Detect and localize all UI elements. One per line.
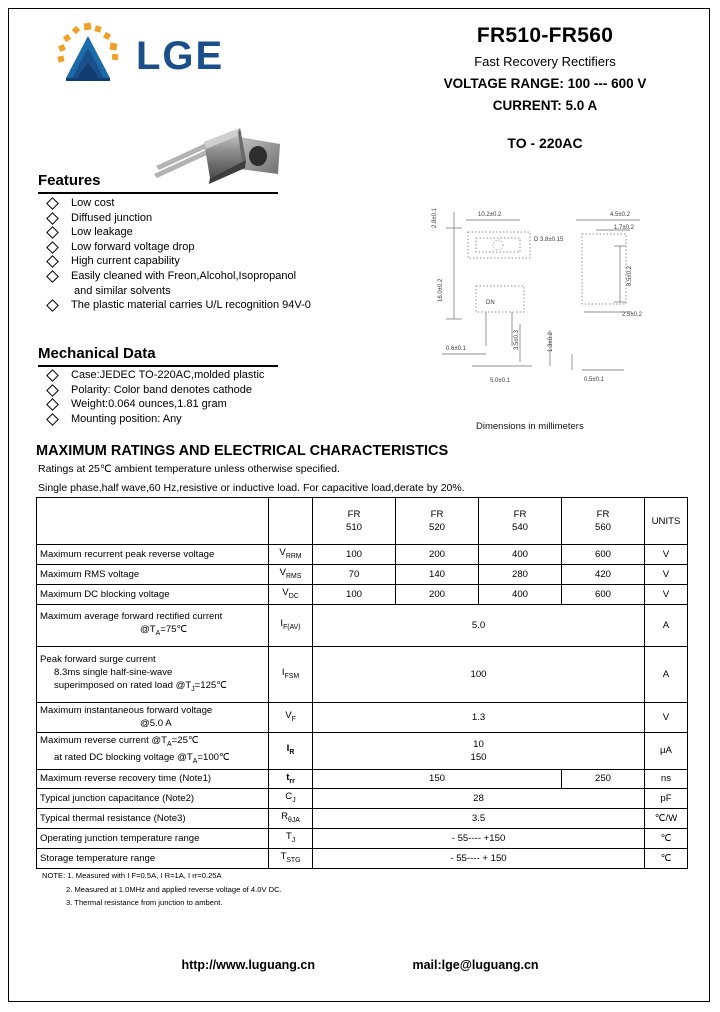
diamond-bullet-icon — [46, 212, 59, 225]
row-symbol: $I_{F(AV)}$ — [269, 604, 313, 646]
table-row — [37, 849, 688, 869]
header-blank-param — [37, 498, 269, 545]
package-dimension-drawing — [424, 194, 694, 409]
note-3: 3. Thermal resistance from junction to ambent. — [66, 898, 223, 907]
row-symbol: $I_R$ — [269, 732, 313, 769]
list-item — [38, 412, 264, 427]
row-unit: μA — [645, 732, 688, 769]
diamond-bullet-icon — [46, 398, 59, 411]
header-units: UNITS — [645, 498, 688, 545]
list-item — [38, 196, 311, 211]
ratings-heading: MAXIMUM RATINGS AND ELECTRICAL CHARACTERISTICS — [36, 443, 449, 459]
ratings-note-line-1: Ratings at 25℃ ambient temperature unless otherwise specified. — [38, 463, 340, 475]
row-param: Maximum DC blocking voltage — [37, 584, 269, 604]
mechanical-heading — [38, 345, 156, 364]
feature-text: Low cost — [71, 197, 115, 209]
dim-label: 1.3±0.2 — [548, 332, 554, 352]
row-param: Storage temperature range — [37, 849, 269, 869]
features-heading — [38, 172, 101, 191]
header-blank-symbol — [269, 498, 313, 545]
list-item — [38, 254, 311, 269]
row-value-bottom: 150 — [470, 751, 487, 763]
row-merged-value: 5.0 — [313, 604, 645, 646]
mechanical-list — [38, 368, 264, 426]
header-device-fr510: FR 510 — [313, 498, 396, 545]
row-param: Typical junction capacitance (Note2) — [37, 789, 269, 809]
row-merged-value: - 55---- + 150 — [313, 849, 645, 869]
row-split-value: 250 — [562, 769, 645, 789]
note-1: NOTE: 1. Measured with I F=0.5A, I R=1A, I rr=0.25A — [42, 871, 222, 880]
table-row — [37, 604, 688, 646]
row-value: 70 — [313, 564, 396, 584]
row-param: Peak forward surge current 8.3ms single half-sine-wave superimposed on rated load $@T_J=125℃$ — [37, 646, 269, 702]
row-unit: V — [645, 702, 688, 732]
mechanical-heading-text: Mechanical Data — [38, 345, 156, 362]
dim-label: 2.8±0.1 — [432, 208, 438, 228]
header-device-fr540: FR 540 — [479, 498, 562, 545]
row-unit: ℃/W — [645, 809, 688, 829]
website-link[interactable]: http://www.luguang.cn — [181, 958, 315, 972]
brand-name: LGE — [136, 34, 225, 78]
table-row — [37, 732, 688, 769]
table-row — [37, 809, 688, 829]
list-item — [38, 269, 311, 284]
row-symbol: $t_{rr}$ — [269, 769, 313, 789]
dim-label: 1.7±0.2 — [614, 225, 634, 231]
row-param: Maximum recurrent peak reverse voltage — [37, 545, 269, 565]
row-merged-value: 1.3 — [313, 702, 645, 732]
row-param: Maximum reverse current $@T_A=25℃$ at rated DC blocking voltage $@T_A=100℃$ — [37, 732, 269, 769]
table-row — [37, 564, 688, 584]
list-item — [38, 298, 311, 313]
row-unit: pF — [645, 789, 688, 809]
diamond-bullet-icon — [46, 241, 59, 254]
table-row — [37, 789, 688, 809]
row-param: Operating junction temperature range — [37, 829, 269, 849]
list-item — [38, 225, 311, 240]
row-split-value: 150 — [313, 769, 562, 789]
diamond-bullet-icon — [46, 256, 59, 269]
list-item-continuation — [38, 284, 311, 299]
table-row — [37, 584, 688, 604]
table-header-row — [37, 498, 688, 545]
diamond-bullet-icon — [46, 369, 59, 382]
row-symbol: $V_{RMS}$ — [269, 564, 313, 584]
list-item — [38, 211, 311, 226]
features-heading-text: Features — [38, 172, 101, 189]
row-param: Maximum instantaneous forward voltage @5.0 A — [37, 702, 269, 732]
row-symbol: $V_{DC}$ — [269, 584, 313, 604]
row-symbol: $T_J$ — [269, 829, 313, 849]
list-item — [38, 240, 311, 255]
package-type: TO - 220AC — [507, 135, 583, 151]
dim-label: DN — [486, 300, 495, 306]
header-device-fr520: FR 520 — [396, 498, 479, 545]
feature-text: Diffused junction — [71, 211, 153, 224]
table-row — [37, 545, 688, 565]
mechanical-text: Weight:0.064 ounces,1.81 gram — [71, 398, 227, 411]
row-value: 280 — [479, 564, 562, 584]
table-row — [37, 769, 688, 789]
mechanical-text: Case:JEDEC TO-220AC,molded plastic — [71, 369, 265, 381]
row-value: 420 — [562, 564, 645, 584]
diamond-bullet-icon — [46, 270, 59, 283]
page-title: FR510-FR560 — [476, 24, 614, 47]
dim-label: 3.5±0.3 — [514, 330, 520, 350]
title-block — [380, 24, 710, 151]
mechanical-rule — [38, 365, 278, 367]
row-unit: A — [645, 646, 688, 702]
diamond-bullet-icon — [46, 299, 59, 312]
feature-text: The plastic material carries U/L recognition 94V-0 — [71, 299, 311, 312]
row-symbol: $V_{RRM}$ — [269, 545, 313, 565]
current-rating: CURRENT: 5.0 A — [492, 98, 598, 113]
row-symbol: $R_{\theta JA}$ — [269, 809, 313, 829]
row-param: Maximum RMS voltage — [37, 564, 269, 584]
header-device-fr560: FR 560 — [562, 498, 645, 545]
row-symbol: $T_{STG}$ — [269, 849, 313, 869]
row-value: 400 — [479, 545, 562, 565]
row-unit: ns — [645, 769, 688, 789]
list-item — [38, 397, 264, 412]
feature-text: Easily cleaned with Freon,Alcohol,Isopropanol — [71, 269, 297, 282]
dim-label: 0.6±0.1 — [446, 346, 466, 352]
features-list — [38, 196, 311, 313]
row-unit: ℃ — [645, 829, 688, 849]
mechanical-text: Mounting position: Any — [71, 412, 182, 425]
dim-label: 0.5±0.1 — [584, 377, 604, 383]
row-unit: V — [645, 545, 688, 565]
dim-label: 16.0±0.2 — [438, 278, 444, 302]
list-item — [38, 368, 264, 383]
dim-label: 5.0±0.1 — [490, 378, 510, 384]
row-unit: ℃ — [645, 849, 688, 869]
table-row — [37, 646, 688, 702]
diamond-bullet-icon — [46, 197, 59, 210]
table-row — [37, 702, 688, 732]
feature-text: Low leakage — [71, 226, 133, 239]
row-param: Typical thermal resistance (Note3) — [37, 809, 269, 829]
feature-text: and similar solvents — [74, 284, 171, 297]
page-footer — [0, 958, 720, 972]
features-rule — [38, 192, 278, 194]
dimensions-caption: Dimensions in millimeters — [476, 421, 584, 432]
product-subtitle: Fast Recovery Rectifiers — [474, 54, 616, 69]
dim-label: 4.5±0.2 — [610, 212, 630, 218]
to220ac-package-photo — [148, 112, 293, 186]
note-2: 2. Measured at 1.0MHz and applied reverse voltage of 4.0V DC. — [66, 884, 282, 894]
row-value: 140 — [396, 564, 479, 584]
row-value: 100 — [313, 584, 396, 604]
feature-text: Low forward voltage drop — [71, 240, 195, 253]
feature-text: High current capability — [71, 255, 180, 268]
row-value: 100 — [313, 545, 396, 565]
ratings-note-line-2: Single phase,half wave,60 Hz,resistive or inductive load. For capacitive load,derate by 20%. — [38, 482, 465, 494]
row-value-top: 10 — [473, 738, 484, 750]
row-unit: V — [645, 564, 688, 584]
row-param: Maximum reverse recovery time (Note1) — [37, 769, 269, 789]
row-merged-value: 28 — [313, 789, 645, 809]
brand-logo — [52, 18, 252, 88]
mountain-logo-icon — [52, 18, 124, 84]
table-row — [37, 829, 688, 849]
row-merged-value: - 55---- +150 — [313, 829, 645, 849]
row-symbol: $V_F$ — [269, 702, 313, 732]
specifications-table — [36, 497, 688, 869]
row-merged-value: 3.5 — [313, 809, 645, 829]
voltage-range: VOLTAGE RANGE: 100 --- 600 V — [443, 76, 647, 91]
table-notes — [42, 869, 282, 910]
row-merged-value — [313, 732, 645, 769]
row-value: 200 — [396, 584, 479, 604]
diamond-bullet-icon — [46, 413, 59, 426]
dim-label: 10.2±0.2 — [478, 212, 502, 218]
diamond-bullet-icon — [46, 226, 59, 239]
list-item — [38, 383, 264, 398]
row-symbol: $C_J$ — [269, 789, 313, 809]
dim-label: 8.5±0.2 — [627, 266, 633, 286]
dim-label: 2.5±0.2 — [622, 312, 642, 318]
row-value: 600 — [562, 584, 645, 604]
row-unit: V — [645, 584, 688, 604]
mechanical-text: Polarity: Color band denotes cathode — [71, 383, 253, 396]
dim-label: D 3.8±0.15 — [534, 237, 564, 243]
row-value: 400 — [479, 584, 562, 604]
email-link[interactable]: mail:lge@luguang.cn — [412, 958, 539, 972]
diamond-bullet-icon — [46, 384, 59, 397]
row-merged-value: 100 — [313, 646, 645, 702]
row-unit: A — [645, 604, 688, 646]
row-param: Maximum average forward rectified current $@T_A=75℃$ — [37, 604, 269, 646]
row-value: 600 — [562, 545, 645, 565]
row-value: 200 — [396, 545, 479, 565]
row-symbol: $I_{FSM}$ — [269, 646, 313, 702]
